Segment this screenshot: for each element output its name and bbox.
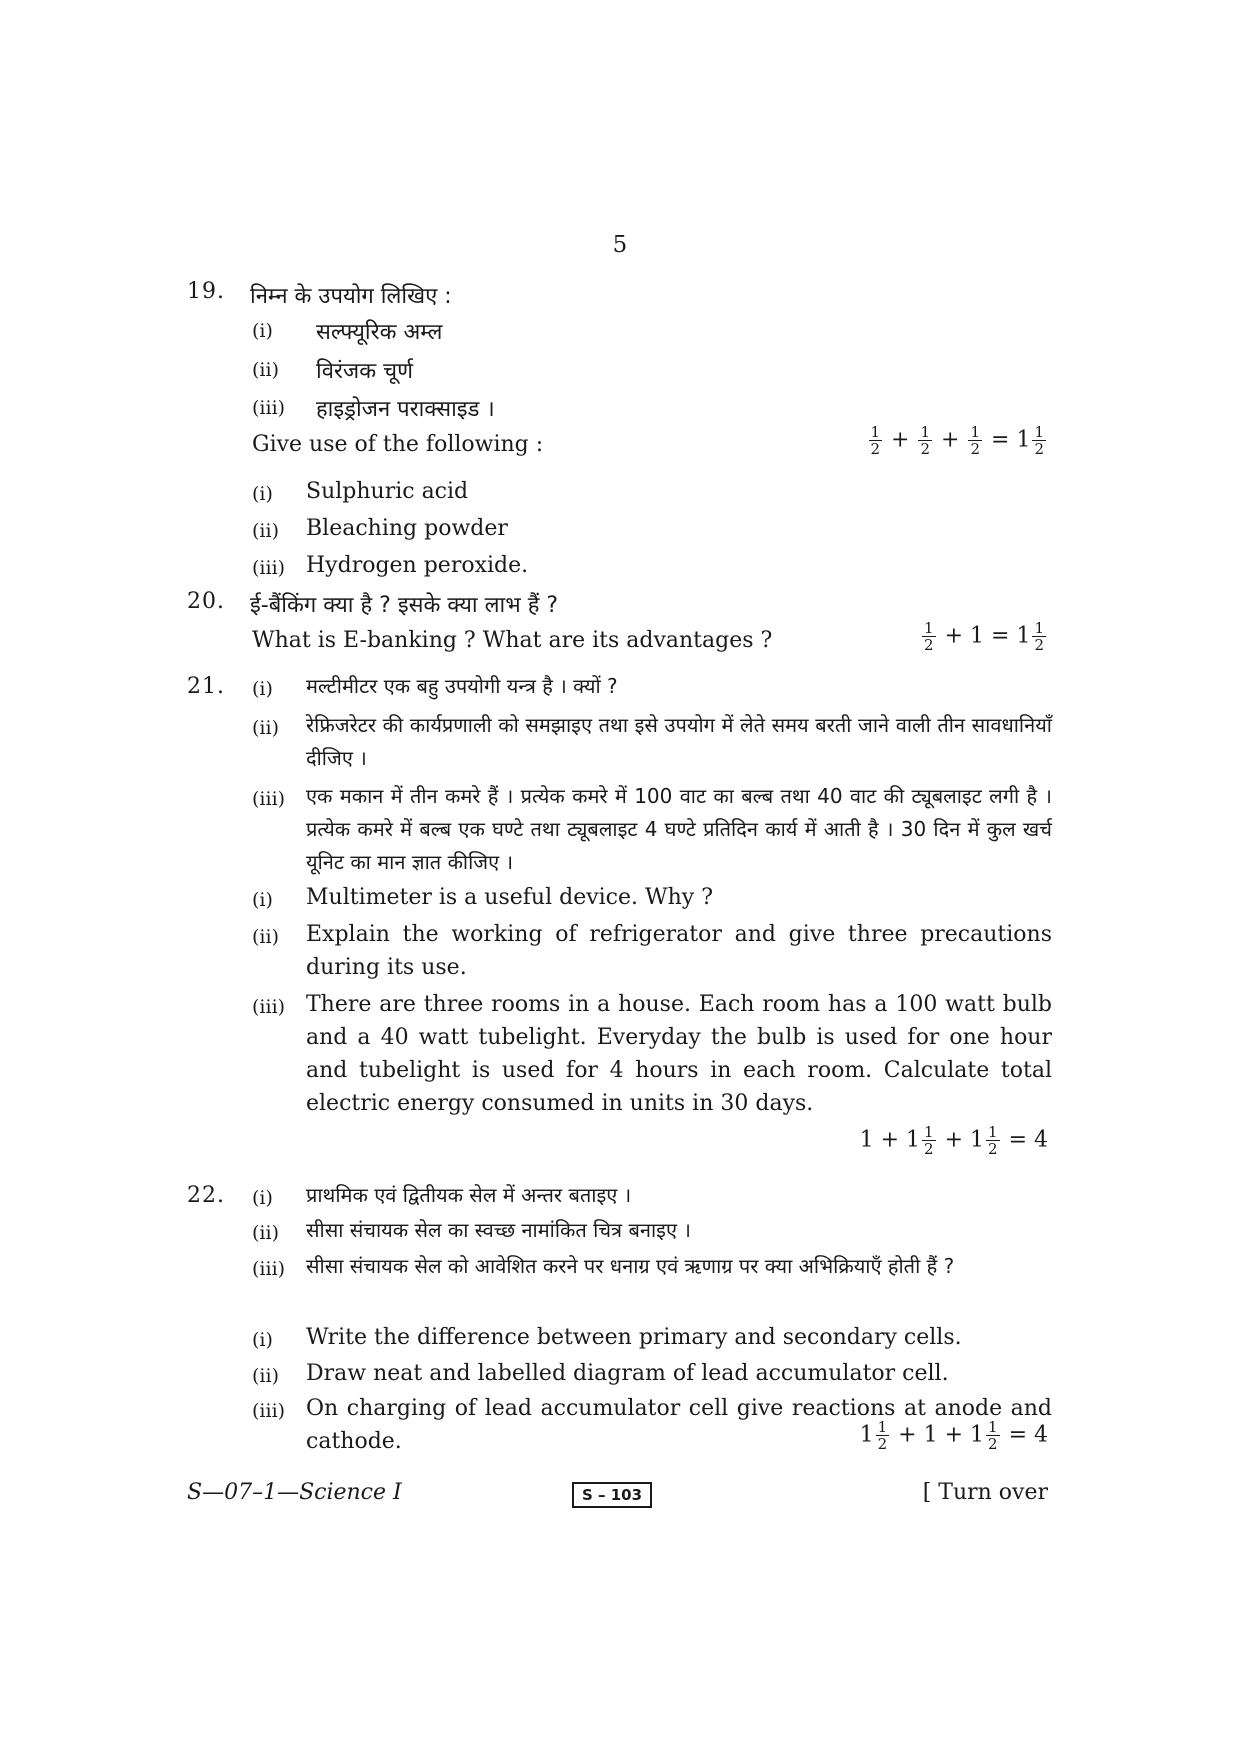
fraction: $\frac{1}{2}$ [924,619,934,654]
question-number: 20. [187,589,225,614]
english-item: On charging of lead accumulator cell give reactions at anode and cathode. [306,1396,1052,1454]
item-label: (ii) [252,717,279,739]
item-label: (iii) [252,1400,286,1422]
english-item: Write the difference between primary and secondary cells. [306,1325,962,1350]
marks: 1 $\frac{1}{2}$ + 1 + 1 $\frac{1}{2}$ = 4 [859,1418,1048,1453]
item-label: (i) [252,678,273,700]
hindi-item: एक मकान में तीन कमरे हैं । प्रत्येक कमरे में 100 वाट का बल्ब तथा 40 वाट की ट्यूबलाइट लगी है । प्रत्येक कमरे में बल्ब एक घण्टे तथा ट्यूबलाइट 4 घण्टे प्रतिदिन कार्य में आती है । 30 दिन में कुल खर्च यूनिट का मान ज्ञात कीजिए । [306,784,1052,874]
english-item: There are three rooms in a house. Each room has a 100 watt bulb and a 40 watt tubelight. Everyday the bulb is used for one hour and tubelight is used for 4 hours in each room. Calculate total electric energy consumed in units in 30 days. [306,992,1052,1116]
marks: 1 + 1 $\frac{1}{2}$ + 1 $\frac{1}{2}$ = 4 [859,1123,1048,1158]
question-number: 21. [187,674,225,699]
hindi-item: हाइड्रोजन पराक्साइड । [316,397,495,422]
fraction: $\frac{1}{2}$ [988,1123,998,1158]
english-question: What is E-banking ? What are its advantages ? [252,628,773,653]
fraction: $\frac{1}{2}$ [988,1418,998,1453]
english-item: Sulphuric acid [306,479,469,504]
marks: $\frac{1}{2}$ + 1 = 1 $\frac{1}{2}$ [924,619,1044,654]
item-label: (iii) [252,788,286,810]
hindi-prompt: निम्न के उपयोग लिखिए : [250,284,452,309]
english-item: Draw neat and labelled diagram of lead accumulator cell. [306,1361,949,1386]
item-label: (i) [252,1329,273,1351]
fraction: $\frac{1}{2}$ [1034,423,1044,458]
hindi-item: विरंजक चूर्ण [316,359,414,384]
item-label: (i) [252,889,273,911]
hindi-item: सीसा संचायक सेल का स्वच्छ नामांकित चित्र बनाइए । [306,1218,691,1242]
marks: $\frac{1}{2}$ + $\frac{1}{2}$ + $\frac{1}{2}$ = 1 $\frac{1}{2}$ [870,423,1044,458]
english-item: Hydrogen peroxide. [306,553,529,578]
item-label: (ii) [252,926,279,948]
item-label: (i) [252,1187,273,1209]
hindi-question: ई-बैंकिंग क्या है ? इसके क्या लाभ हैं ? [250,593,559,618]
fraction: $\frac{1}{2}$ [870,423,881,458]
page-number: 5 [612,232,628,258]
footer-turn-over: [ Turn over [922,1480,1048,1505]
fraction: $\frac{1}{2}$ [970,423,981,458]
footer-paper-code: S—07–1—Science I [187,1480,402,1505]
hindi-item: सीसा संचायक सेल को आवेशित करने पर धनाग्र एवं ऋणाग्र पर क्या अभिक्रियाएँ होती हैं ? [306,1254,955,1278]
footer-series-code: S – 103 [572,1482,652,1508]
item-label: (iii) [252,397,286,419]
fraction: $\frac{1}{2}$ [920,423,931,458]
item-label: (ii) [252,1365,279,1387]
item-label: (ii) [252,359,279,381]
english-item: Bleaching powder [306,516,508,541]
question-number: 22. [187,1183,225,1208]
item-label: (iii) [252,1258,286,1280]
english-item: Explain the working of refrigerator and give three precautions during its use. [306,922,1052,980]
question-number: 19. [187,279,225,304]
item-label: (iii) [252,996,286,1018]
hindi-item: रेफ्रिजरेटर की कार्यप्रणाली को समझाइए तथा इसे उपयोग में लेते समय बरती जाने वाली तीन सावधानियाँ दीजिए । [306,713,1052,770]
item-label: (ii) [252,1222,279,1244]
hindi-item: प्राथमिक एवं द्वितीयक सेल में अन्तर बताइए । [306,1183,632,1207]
hindi-item: मल्टीमीटर एक बहु उपयोगी यन्त्र है । क्यों ? [306,674,618,698]
english-item: Multimeter is a useful device. Why ? [306,885,713,910]
fraction: $\frac{1}{2}$ [1034,619,1044,654]
item-label: (i) [252,320,273,342]
item-label: (iii) [252,557,286,579]
fraction: $\frac{1}{2}$ [924,1123,934,1158]
item-label: (i) [252,483,273,505]
hindi-item: सल्फ्यूरिक अम्ल [316,320,443,345]
english-prompt: Give use of the following : [252,432,544,457]
item-label: (ii) [252,520,279,542]
fraction: $\frac{1}{2}$ [877,1418,888,1453]
